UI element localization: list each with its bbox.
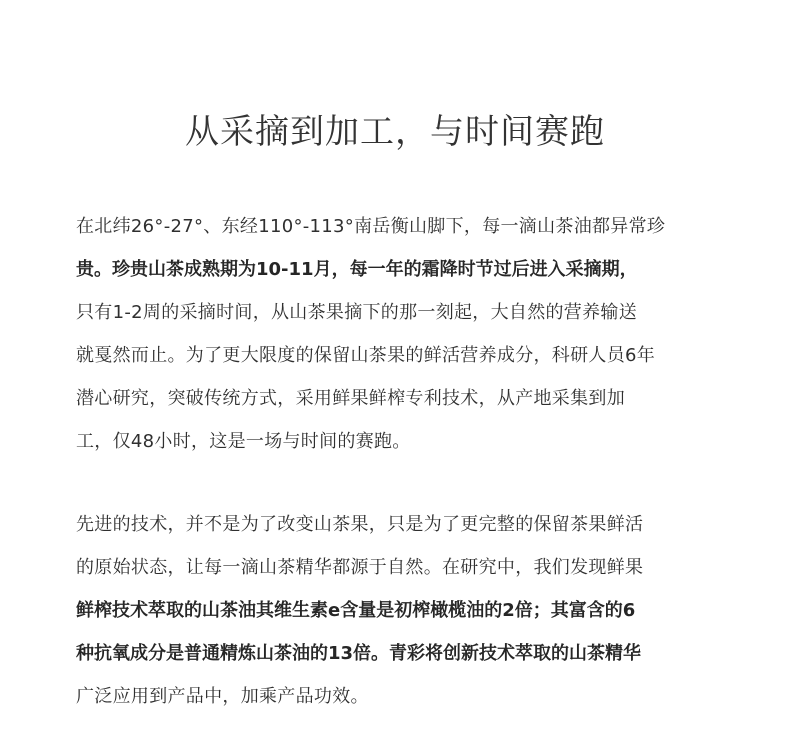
paragraph-line: 就戛然而止。为了更大限度的保留山茶果的鲜活营养成分，科研人员6年 (76, 345, 656, 366)
paragraph-line: 的原始状态，让每一滴山茶精华都源于自然。在研究中，我们发现鲜果 (76, 557, 644, 578)
paragraph-line: 工，仅48小时，这是一场与时间的赛跑。 (76, 431, 411, 452)
paragraph-intro (76, 212, 716, 470)
paragraph-line: 鲜榨技术萃取的山茶油其维生素e含量是初榨橄榄油的2倍；其富含的6 (76, 600, 636, 621)
page-title: 从采摘到加工，与时间赛跑 (185, 112, 605, 152)
paragraph-technology (76, 510, 716, 725)
paragraph-line: 在北纬26°-27°、东经110°-113°南岳衡山脚下，每一滴山茶油都异常珍 (76, 216, 666, 237)
paragraph-line: 贵。珍贵山茶成熟期为10-11月，每一年的霜降时节过后进入采摘期， (76, 259, 638, 280)
paragraph-line: 潜心研究，突破传统方式，采用鲜果鲜榨专利技术，从产地采集到加 (76, 388, 625, 409)
paragraph-line: 广泛应用到产品中，加乘产品功效。 (76, 686, 369, 707)
paragraph-line: 先进的技术，并不是为了改变山茶果，只是为了更完整的保留茶果鲜活 (76, 514, 644, 535)
paragraph-line: 只有1-2周的采摘时间，从山茶果摘下的那一刻起，大自然的营养输送 (76, 302, 637, 323)
paragraph-line: 种抗氧成分是普通精炼山茶油的13倍。青彩将创新技术萃取的山茶精华 (76, 643, 642, 664)
